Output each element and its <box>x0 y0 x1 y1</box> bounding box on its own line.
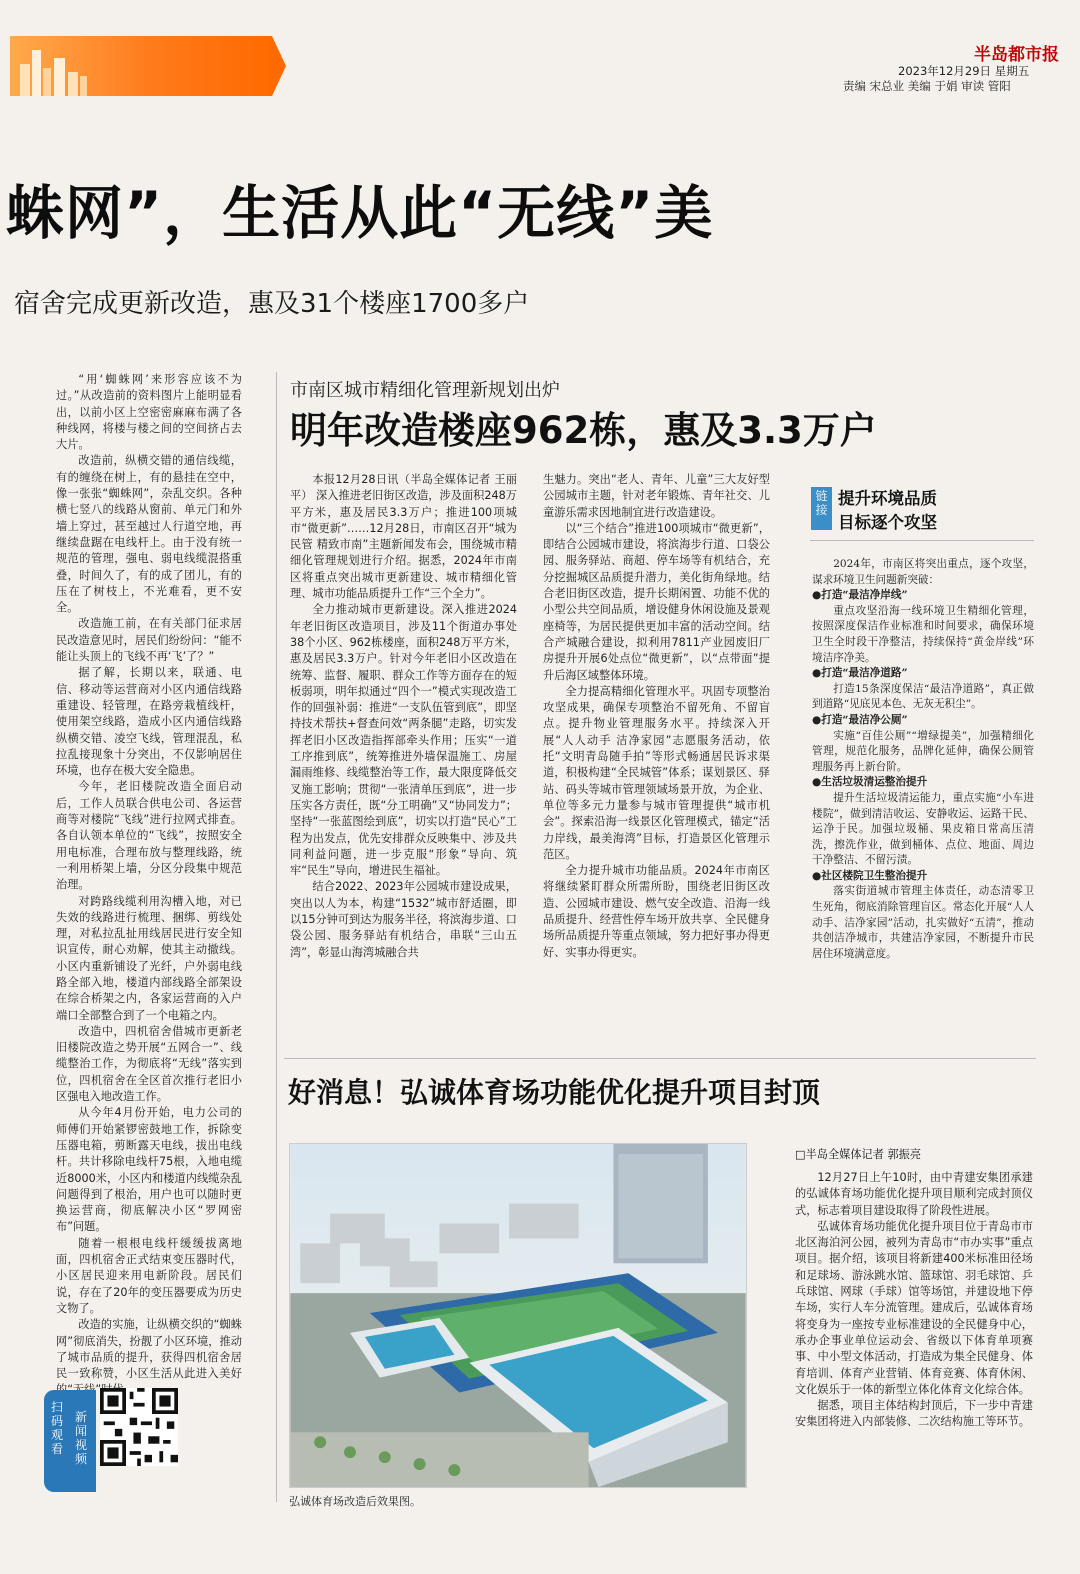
stadium-rendering-image <box>289 1143 747 1488</box>
sidebar-section-text: 落实街道城市管理主体责任，动态清零卫生死角，彻底消除管理盲区。常态化开展“人人动手、洁净家园”活动，扎实做好“五清”，推动共创洁净城市，共建洁净家园，不断提升市民居住环境满意度。 <box>812 885 1034 960</box>
sidebar-rule <box>810 540 1034 541</box>
column-divider <box>276 372 277 1502</box>
story1-paragraph: 改造前，纵横交错的通信线缆，有的缠绕在树上，有的悬挂在空中，像一张张“蜘蛛网”，杂乱交织。各种横七竖八的线路从窗前、单元门和外墙上穿过，甚至越过人行道空地，再继续盘踞在电线杆上。由于没有统一规范的管理，强电、弱电线缆混搭重叠，时间久了，有的成了团儿，有的压在了树枝上，不光难看，更不安全。 <box>56 454 242 615</box>
sidebar-section-heading: ●打造“最洁净道路” <box>812 667 908 680</box>
sidebar-section-heading: ●打造“最洁净岸线” <box>812 589 908 602</box>
main-subheadline: 宿舍完成更新改造，惠及31个楼座1700多户 <box>14 289 530 319</box>
story3-headline: 好消息！弘诚体育场功能优化提升项目封顶 <box>288 1076 821 1109</box>
editor-credits: 责编 宋总业 美编 于娟 审读 管阳 <box>843 79 1011 93</box>
story1-paragraph: 今年，老旧楼院改造全面启动后，工作人员联合供电公司、各运营商等对楼院“飞线”进行拉网式排查。各自认领本单位的“飞线”，按照安全用电标准，合理布放与整理线路，统一利用桥架上墙，分区分段集中规范治理。 <box>56 780 242 892</box>
story3-column <box>795 1170 1033 1431</box>
story2-paragraph: 本报12月28日讯（半岛全媒体记者 王丽平） 深入推进老旧街区改造，涉及面积248万平方米，惠及居民3.3万户；推进100项城市“微更新”……12月28日，市南区召开“城为民管 精致市南”主题新闻发布会，围绕城市精细化管理规划进行介绍。据悉，2024年市南区将重点突出城市更新建设、城市精细化管理、城市功能品质提升工作“三个全力”。 <box>290 473 517 601</box>
sidebar-section-text: 提升生活垃圾清运能力，重点实施“小车进楼院”，做到清洁收运、安静收运、运路干民、运净于民。加强垃圾桶、果皮箱日常高压清洗，擦洗作业，做到桶体、点位、地面、周边干净整洁、不留污渍。 <box>812 791 1034 867</box>
section-rule <box>284 1058 1036 1059</box>
qr-label-scan: 扫码观看 <box>50 1400 63 1456</box>
story1-column <box>56 372 242 1399</box>
sidebar-section-text: 打造15条深度保洁“最洁净道路”，真正做到道路“见底见本色、无灰无积尘”。 <box>812 682 1034 711</box>
story2-paragraph: 全力提升城市功能品质。2024年市南区将继续紧盯群众所需所盼，围绕老旧街区改造、公园城市建设、燃气安全改造、沿海一线品质提升、经营性停车场开放共享、全民健身场所品质提升等重点领域，努力把好事办得更好、实事办得更实。 <box>543 864 770 959</box>
story2-column-1 <box>290 472 517 961</box>
newspaper-logo: 半岛都市报 <box>974 45 1059 65</box>
story1-paragraph: 随着一根根电线杆缓缓拔离地面，四机宿舍正式结束变压器时代，小区居民迎来用电新阶段。居民们说，存在了20年的变压器要成为历史文物了。 <box>56 1236 242 1315</box>
qr-code-icon[interactable] <box>100 1388 178 1466</box>
sidebar-intro: 2024年，市南区将突出重点，逐个攻坚，谋求环境卫生问题新突破： <box>812 558 1034 586</box>
qr-label-box <box>44 1390 96 1492</box>
story3-paragraph: 12月27日上午10时，由中青建安集团承建的弘诚体育场功能优化提升项目顺利完成封顶仪式，标志着项目建设取得了阶段性进展。 <box>795 1171 1033 1217</box>
sidebar-title-line: 提升环境品质 <box>838 489 937 508</box>
banner-arrow <box>272 36 286 96</box>
story2-paragraph: 生魅力。突出“老人、青年、儿童”三大友好型公园城市主题，针对老年锻炼、青年社交、儿童游乐需求因地制宜进行改造建设。 <box>543 473 770 519</box>
story2-paragraph: 全力提高精细化管理水平。巩固专项整治攻坚成果，确保专项整治不留死角、不留盲点。提升物业管理服务水平。持续深入开展“人人动手 洁净家园”志愿服务活动，依托“文明青岛随手拍”等形式畅通居民诉求渠道，积极构建“全民城管”体系；谋划景区、驿站、码头等城市管理领域场景开放，为企业、单位等多元力量参与城市管理提供“城市机会”。探索沿海一线景区化管理模式，锚定“活力岸线，最美海湾”目标，打造景区化管理示范区。 <box>543 684 770 861</box>
photo-caption: 弘诚体育场改造后效果图。 <box>289 1495 421 1508</box>
sidebar-section-text: 实施“百佳公厕”“增绿提美”，加强精细化管理，规范化服务，品牌化延伸，确保公厕管理服务再上新台阶。 <box>812 729 1034 773</box>
sidebar-title-line: 目标逐个攻坚 <box>838 513 937 532</box>
sidebar-title <box>838 487 937 535</box>
story2-paragraph: 全力推动城市更新建设。深入推进2024年老旧街区改造项目，涉及11个街道办事处38个小区、962栋楼座，面积248万平方米，惠及居民3.3万户。针对今年老旧小区改造在统筹、监督、履职、群众工作等方面存在的短板弱项，明年拟通过“四个一”模式实现改造工作的回强补弱：推进“一支队伍管到底”，即坚持技术帮扶+督查问效“两条腿”走路，切实发挥老旧小区改造指挥部牵头作用；压实“一道工序推到底”，统筹推进外墙保温施工、房屋漏雨维修、线缆整治等工作，最大限度降低交叉施工影响；贯彻“一张清单压到底”，进一步压实各方责任，既“分工明确”又“协同发力”；坚持“一张蓝图绘到底”，切实以打造“民心”工程为出发点，优先安排群众反映集中、涉及共同利益问题，进一步克服“形象”导向、筑牢“民生”导向，增进民生福祉。 <box>290 603 517 878</box>
story2-kicker: 市南区城市精细化管理新规划出炉 <box>290 380 560 401</box>
story2-paragraph: 结合2022、2023年公园城市建设成果，突出以人为本，构建“1532”城市舒适圈，即以15分钟可到达为服务半径，将滨海步道、口袋公园、服务驿站有机结合，串联“三山五湾”，彰显山海湾城融合共 <box>290 880 517 959</box>
story2-paragraph: 以“三个结合”推进100项城市“微更新”，即结合公园城市建设，将滨海步行道、口袋公园、服务驿站、商超、停车场等有机结合，充分挖掘城区品质提升潜力，美化街角绿地。结合老旧街区改造，提升长期闲置、功能不优的小型公共空间品质，增设健身休闲设施及景观座椅等，为居民提供更加丰富的活动空间。结合产城融合建设，拟利用7811产业园废旧厂房提升开展6处点位“微更新”，以“点带面”提升后海区域整体环境。 <box>543 521 770 682</box>
story1-paragraph: “用‘蜘蛛网’来形容应该不为过。”从改造前的资料图片上能明显看出，以前小区上空密密麻麻布满了各种线网，将楼与楼之间的空间挤占去大片。 <box>56 373 242 452</box>
sidebar-section-heading: ●社区楼院卫生整治提升 <box>812 869 928 882</box>
story2-headline: 明年改造楼座962栋，惠及3.3万户 <box>290 409 877 452</box>
main-headline: 蛛网”，生活从此“无线”美 <box>6 179 714 247</box>
sidebar-section-heading: ●打造“最洁净公厕” <box>812 713 908 726</box>
story1-paragraph: 改造施工前，在有关部门征求居民改造意见时，居民们纷纷问：“能不能让头顶上的飞线不再‘飞’了？” <box>56 617 242 664</box>
sidebar-tag: 链接 <box>811 487 832 530</box>
story2-column-2 <box>543 472 770 961</box>
skyline-graphic <box>18 46 88 96</box>
story3-paragraph: 弘诚体育场功能优化提升项目位于青岛市市北区海泊河公园，被列为青岛市“市办实事”重点项目。据介绍，该项目将新建400米标准田径场和足球场、游泳跳水馆、篮球馆、羽毛球馆、乒乓球馆、网球（手球）馆等场馆，并建设地下停车场，实行人车分流管理。建成后，弘诚体育场将变身为一座按专业标准建设的全民健身中心，承办企事业单位运动会、省级以下体育单项赛事、中小型文体活动，打造成为集全民健身、体育培训、体育产业营销、体育竞赛、体育休闲、文化娱乐于一体的新型立体化体育文化综合体。 <box>795 1219 1033 1396</box>
story3-byline: □半岛全媒体记者 郭振亮 <box>795 1148 922 1161</box>
story3-paragraph: 据悉，项目主体结构封顶后，下一步中青建安集团将进入内部装修、二次结构施工等环节。 <box>795 1399 1033 1429</box>
story1-paragraph: 对跨路线缆利用沟槽入地，对已失效的线路进行梳理、捆绑、剪线处理，对私拉乱扯用线居民进行安全知识宣传，耐心劝解，使其主动撤线。小区内重新铺设了光纤，户外弱电线路全部入地，楼道内部线路全部架设在综合桥架之内，各家运营商的入户端口全部整合到了一个电箱之内。 <box>56 894 242 1022</box>
story1-paragraph: 改造的实施，让纵横交织的“蜘蛛网”彻底消失，扮靓了小区环境，推动了城市品质的提升，获得四机宿舍居民一致称赞，小区生活从此进入美好 ” <box>56 1318 242 1397</box>
story1-paragraph: 据了解，长期以来，联通、电信、移动等运营商对小区内通信线路重建设、轻管理，在路旁栽植线杆，使用架空线路，造成小区内通信线路纵横交错、凌空飞线，管理混乱，私拉乱接现象十分突出，不仅影响居住环境，也存在极大安全隐患。 <box>56 666 242 778</box>
sidebar-section-text: 重点攻坚沿海一线环境卫生精细化管理，按照深度保洁作业标准和时间要求，确保环境卫生全时段干净整洁，持续保持“黄金岸线”环境洁序净美。 <box>812 604 1034 664</box>
story1-paragraph: 改造中，四机宿舍借城市更新老旧楼院改造之势开展“五网合一”、线缆整治工作，为彻底将“无线”落实到位，四机宿舍在全区首次推行老旧小区强电入地改造工作。 <box>56 1024 242 1104</box>
sidebar-body <box>812 557 1034 962</box>
qr-label-video: 新闻视频 <box>74 1410 87 1466</box>
issue-date: 2023年12月29日 星期五 <box>898 64 1030 78</box>
sidebar-section-heading: ●生活垃圾清运整治提升 <box>812 776 928 789</box>
story1-paragraph: 从今年4月份开始，电力公司的师傅们开始紧锣密鼓地工作，拆除变压器电箱，剪断露天电线，拔出电线杆。共计移除电线杆75根，入地电缆近8000米，小区内和楼道内线缆杂乱问题得到了根治，用户也可以随时更换运营商，彻底解决小区“罗网密布”问题。 <box>56 1106 242 1234</box>
